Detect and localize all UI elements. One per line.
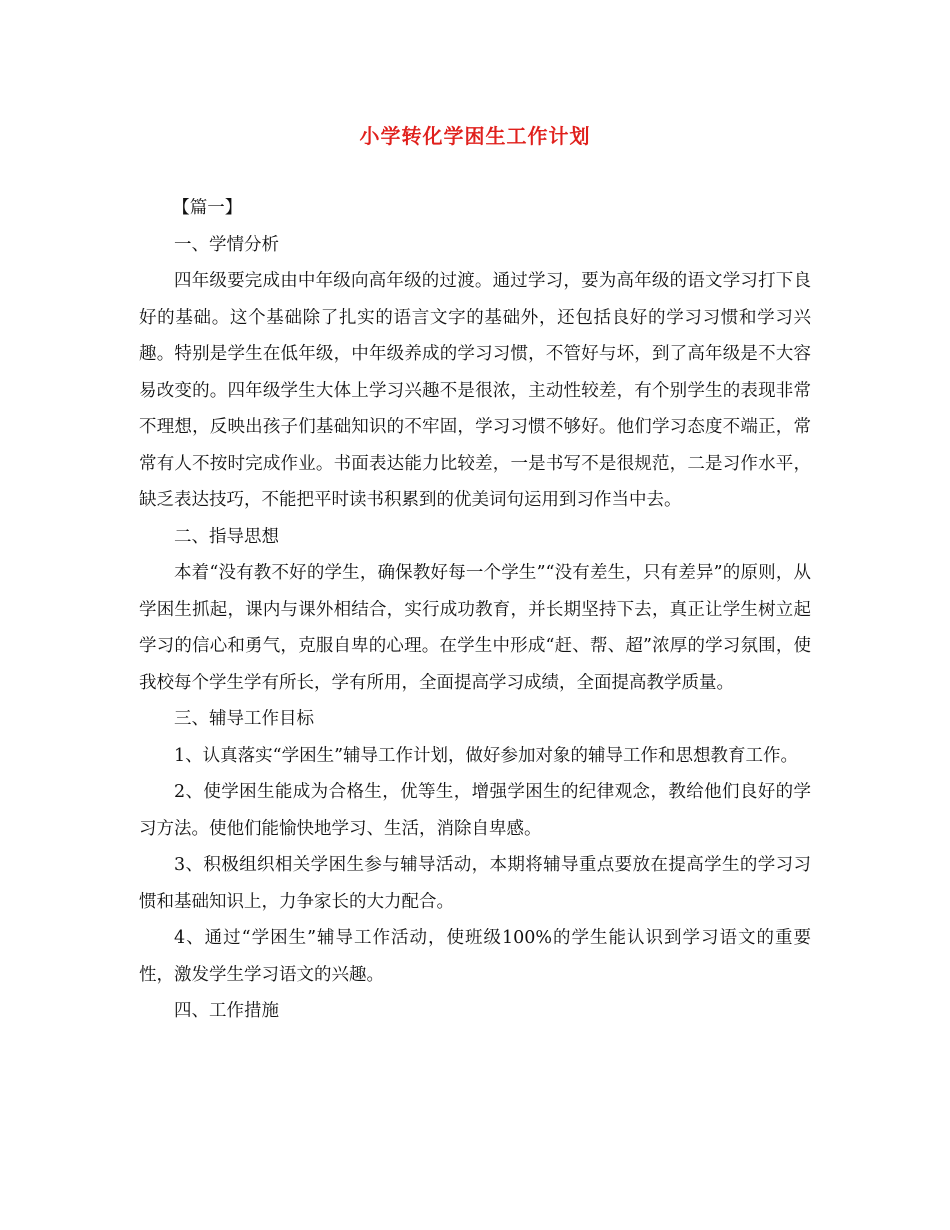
goal-item-3: 3、积极组织相关学困生参与辅导活动，本期将辅导重点要放在提高学生的学习习惯和基础知识上，力争家长的大力配合。 [139,855,811,912]
section-heading-3: 三、辅导工作目标 [174,709,314,729]
goal-item-1: 1、认真落实“学困生”辅导工作计划，做好参加对象的辅导工作和思想教育工作。 [174,745,799,766]
goal-item-2: 2、使学困生能成为合格生，优等生，增强学困生的纪律观念，教给他们良好的学习方法。使他们能愉快地学习、生活，消除自卑感。 [139,782,811,839]
section-paragraph-2: 本着“没有教不好的学生，确保教好每一个学生”“没有差生，只有差异”的原则，从学困生抓起，课内与课外相结合，实行成功教育，并长期坚持下去，真正让学生树立起学习的信心和勇气，克服自卑的心理。在学生中形成“赶、帮、超”浓厚的学习氛围，使我校每个学生学有所长，学有所用，全面提高学习成绩，全面提高教学质量。 [139,563,811,693]
document-body [139,190,811,1030]
section-heading-2: 二、指导思想 [174,526,279,547]
section-heading-1: 一、学情分析 [174,234,279,255]
section-heading-4: 四、工作措施 [174,1001,279,1021]
page-title: 小学转化学困生工作计划 [359,124,591,148]
goal-item-4: 4、通过“学困生”辅导工作活动，使班级100%的学生能认识到学习语文的重要性，激发学生学习语文的兴趣。 [139,928,811,985]
section-paragraph-1: 四年级要完成由中年级向高年级的过渡。通过学习，要为高年级的语文学习打下良好的基础。这个基础除了扎实的语言文字的基础外，还包括良好的学习习惯和学习兴趣。特别是学生在低年级，中年级养成的学习习惯，不管好与坏，到了高年级是不大容易改变的。四年级学生大体上学习兴趣不是很浓，主动性较差，有个别学生的表现非常不理想，反映出孩子们基础知识的不牢固，学习习惯不够好。他们学习态度不端正，常常有人不按时完成作业。书面表达能力比较差，一是书写不是很规范，二是习作水平，缺乏表达技巧，不能把平时读书积累到的优美词句运用到习作当中去。 [139,271,811,510]
part-label: 【篇一】 [172,198,243,218]
